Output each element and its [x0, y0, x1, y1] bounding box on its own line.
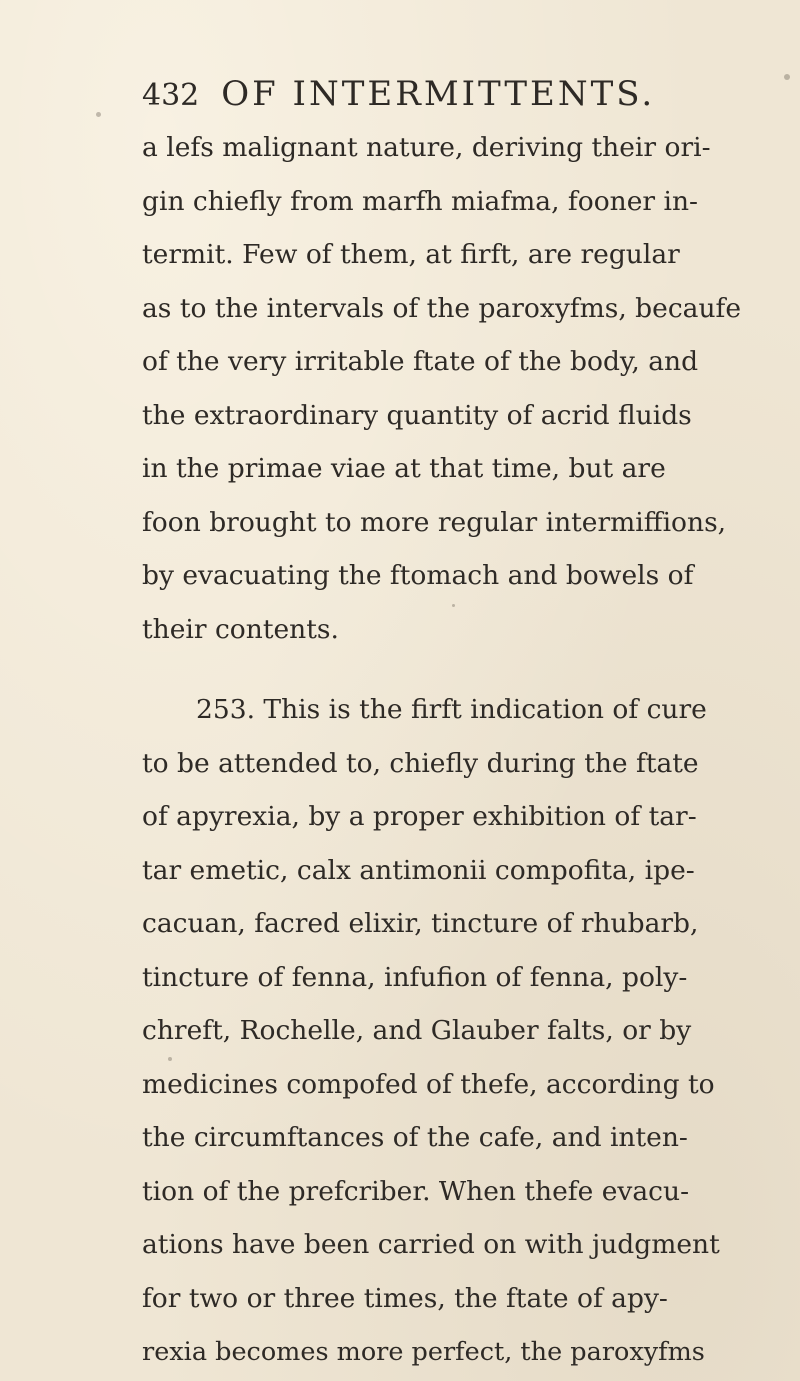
text-line: to be attended to, chiefly during the ftate — [142, 748, 699, 779]
text-line: tincture of fenna, infufion of fenna, poly- — [142, 962, 688, 993]
text-line: in the primae viae at that time, but are — [142, 453, 666, 484]
paper-speck — [96, 112, 101, 117]
paper-speck — [168, 1057, 172, 1061]
text-line: their contents. — [142, 614, 339, 645]
text-line: tar emetic, calx antimonii compofita, ipe- — [142, 855, 695, 886]
text-line: ations have been carried on with judgment — [142, 1229, 720, 1260]
page-header — [142, 74, 782, 124]
text-line: a lefs malignant nature, deriving their ori- — [142, 132, 711, 163]
text-line: of apyrexia, by a proper exhibition of tar- — [142, 801, 697, 832]
text-line: gin chiefly from marfh miafma, fooner in- — [142, 186, 698, 217]
text-line: tion of the prefcriber. When thefe evacu- — [142, 1176, 690, 1207]
text-line: cacuan, facred elixir, tincture of rhubarb, — [142, 908, 699, 939]
text-line: chreft, Rochelle, and Glauber falts, or by — [142, 1015, 692, 1046]
text-line: for two or three times, the ftate of apy- — [142, 1283, 668, 1314]
text-line: by evacuating the ftomach and bowels of — [142, 560, 694, 591]
text-line: rexia becomes more perfect, the paroxyfms — [142, 1337, 705, 1367]
text-line: the circumftances of the cafe, and inten- — [142, 1122, 688, 1153]
text-line: the extraordinary quantity of acrid fluids — [142, 400, 692, 431]
text-line: foon brought to more regular intermiffions, — [142, 507, 727, 538]
text-line: as to the intervals of the paroxyfms, becaufe — [142, 293, 742, 324]
text-line: of the very irritable ftate of the body, and — [142, 346, 699, 377]
paper-speck — [452, 604, 455, 607]
paper-speck — [784, 74, 790, 80]
paragraph-start: 253. This is the firft indication of cure — [196, 694, 707, 725]
running-title: OF INTERMITTENTS. — [221, 74, 656, 114]
page-number: 432 — [142, 78, 200, 113]
text-line: medicines compofed of thefe, according to — [142, 1069, 715, 1100]
text-line: termit. Few of them, at firft, are regular — [142, 239, 680, 270]
